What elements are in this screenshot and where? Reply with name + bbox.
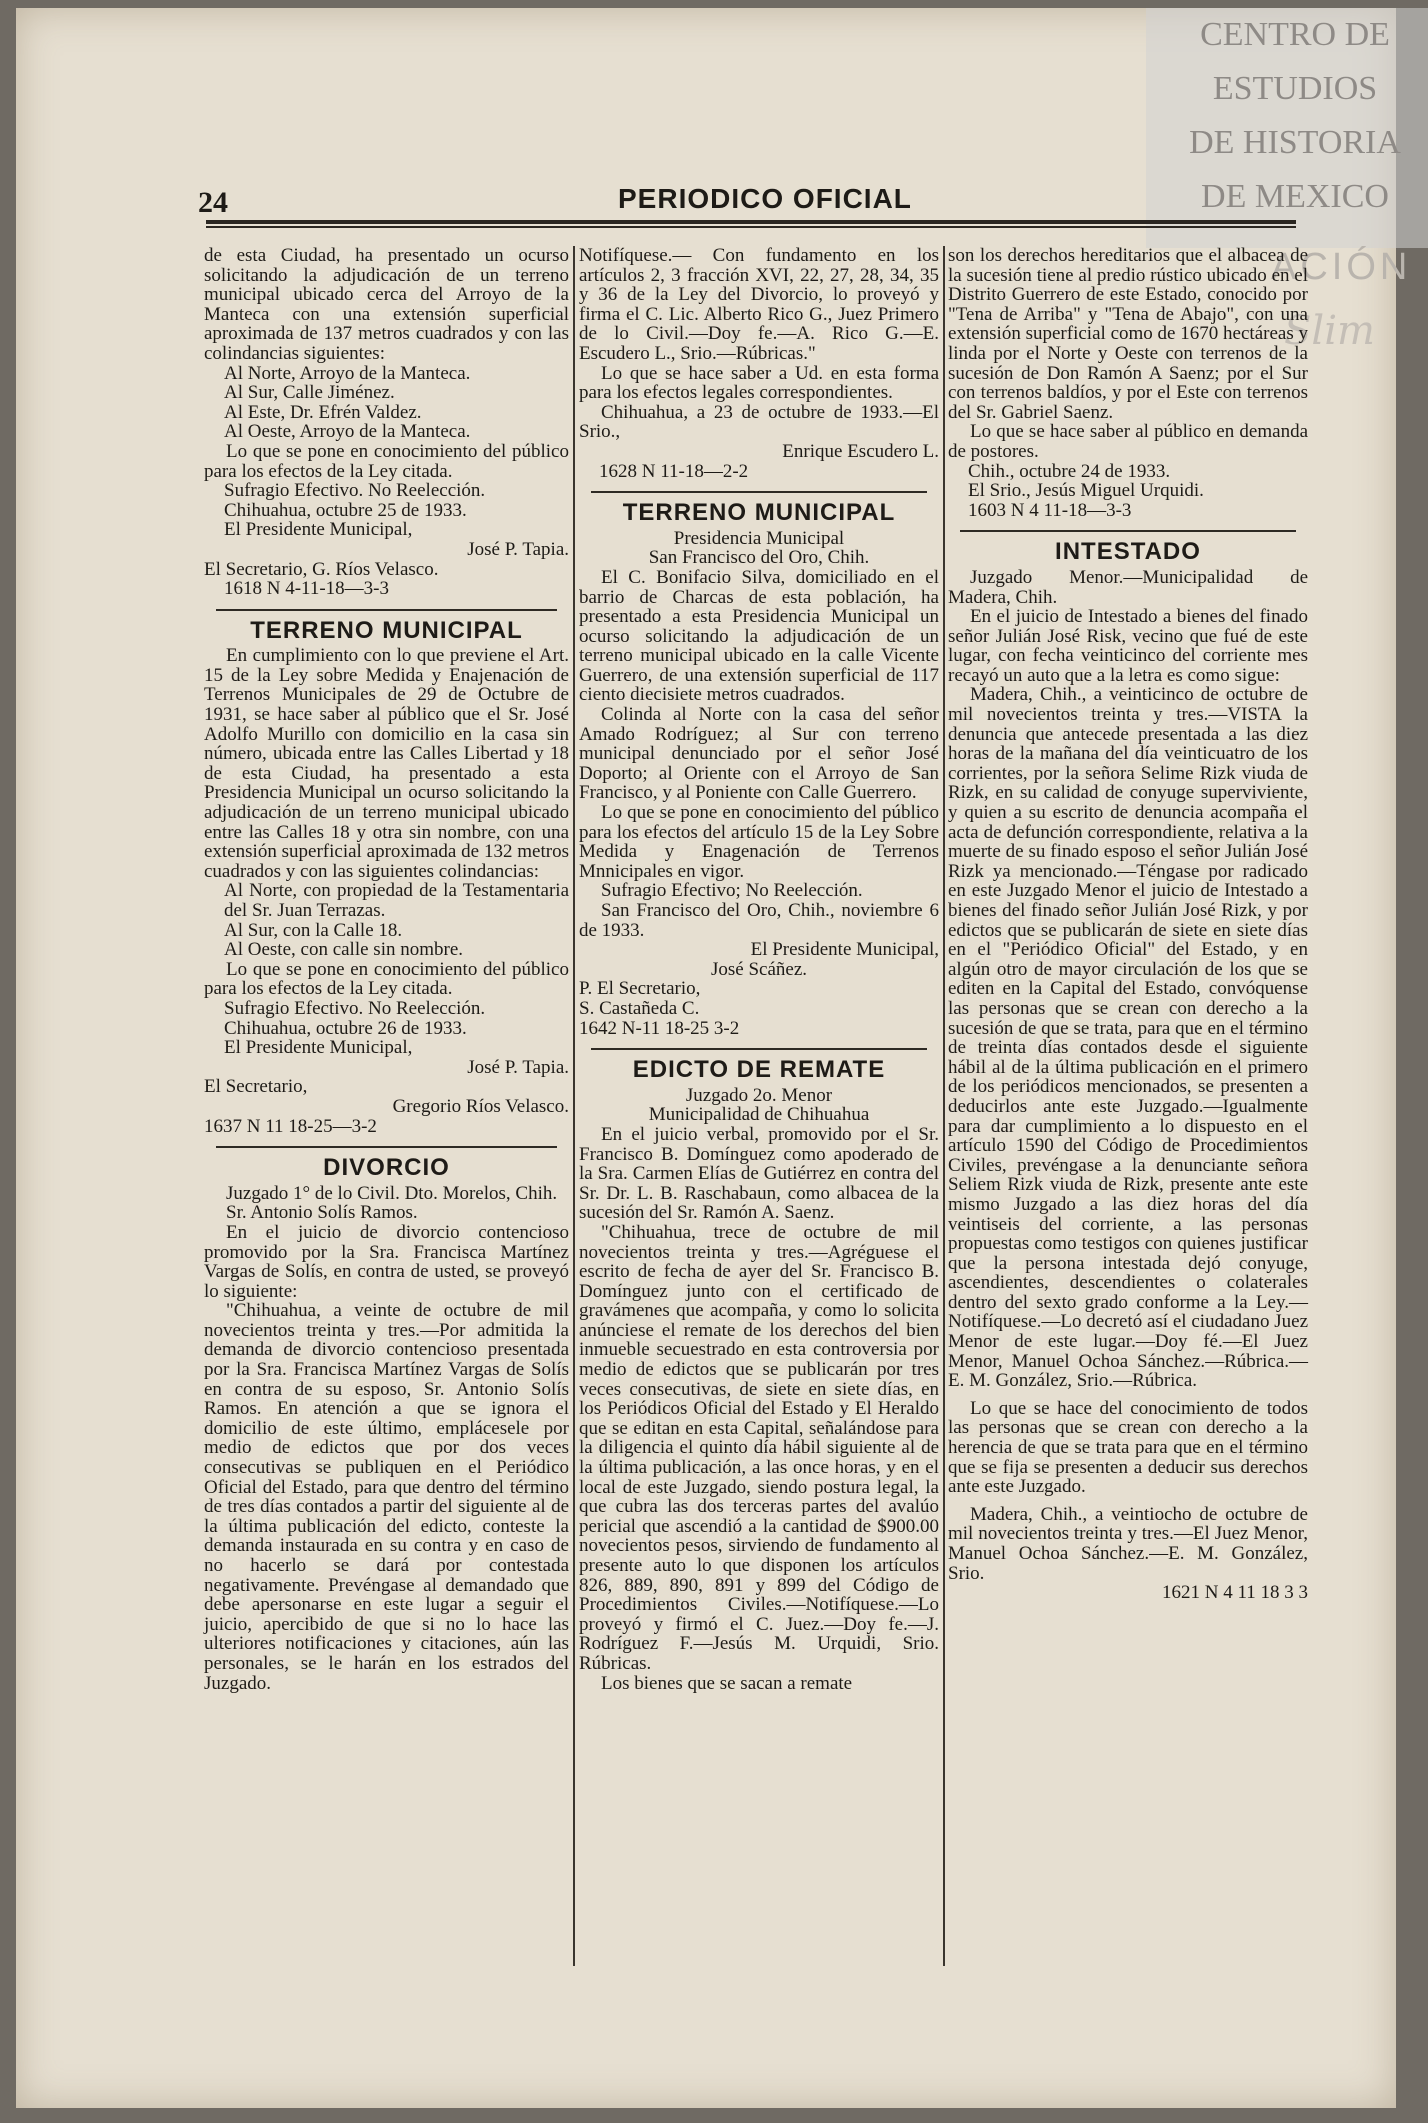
watermark-line: CENTRO DE: [1200, 16, 1390, 53]
notice-text: Al Este, Dr. Efrén Valdez.: [224, 401, 422, 423]
notice-text: Municipalidad de Chihuahua: [648, 1104, 870, 1126]
notice-text: San Francisco del Oro, Chih.: [648, 547, 870, 569]
section-title: TERRENO MUNICIPAL: [622, 499, 896, 527]
notice-text: Juzgado Menor.—Municipalidad de Madera, Chih.: [948, 566, 1308, 608]
notice-text: El Secretario, G. Ríos Velasco.: [204, 558, 439, 580]
notice-text: Sufragio Efectivo. No Reelección.: [224, 997, 486, 1019]
notice-text: El C. Bonifacio Silva, domiciliado en el barrio de Charcas de esta población, ha presentado a esta Presidencia Municipal un ocurso solicitando la adjudicación de un terreno municipal ubicado en la calle Vicente Guerrero, de una extensión superficial de 117 ciento diecisiete metros cuadrados.: [579, 566, 939, 706]
section-separator: [216, 609, 557, 611]
notice-code: 1618 N 4-11-18—3-3: [224, 578, 389, 600]
notice-text: "Chihuahua, trece de octubre de mil novecientos treinta y tres.—Agréguese el escrito de fecha de ayer del Sr. Francisco B. Domínguez junto con el certificado de gravámenes que acompaña, y como lo solicita anúnciese el remate de los derechos del bien inmueble secuestrado en esta controversia por medio de edictos que se publicarán por tres veces consecutivas, de siete en siete días, en los Periódicos Oficial del Estado y El Heraldo que se editan en esta Capital, señalándose para la diligencia el quinto día hábil siguiente al de la última publicación, a las once horas, y en el local de este Juzgado, siendo postura legal, la que cubra las dos terceras partes del avalúo pericial que ascendió a la cantidad de $900.00 novecientos pesos, sirviendo de fundamento al presente auto lo que disponen los artículos 826, 889, 890, 891 y 899 del Código de Procedimientos Civiles.—Notifíquese.—Lo proveyó y firmó el C. Juez.—Doy fe.—J. Rodríguez F.—Jesús M. Urquidi, Srio. Rúbricas.: [579, 1221, 939, 1674]
notice-text: Sufragio Efectivo. No Reelección.: [224, 480, 486, 502]
notice-text: son los derechos hereditarios que el albacea de la sucesión tiene al predio rústico ubicado en el Distrito Guerrero de este Estado, conocido por "Tena de Arriba" y "Tena de Abajo", con una extensión superficial como de 1670 hectáreas y linda por el Norte y Oeste con terrenos de la sucesión de Don Ramón A Saenz; por el Sur con terrenos baldíos, y por el Este con terrenos del Sr. Gabriel Saenz.: [948, 245, 1308, 423]
notice-text: En el juicio verbal, promovido por el Sr. Francisco B. Domínguez como apoderado de la Sra. Carmen Elías de Gutiérrez en contra del Sr. Dr. L. B. Raschabaun, como albacea de la sucesión del Sr. Ramón A. Saenz.: [579, 1123, 939, 1224]
notice-text: de esta Ciudad, ha presentado un ocurso solicitando la adjudicación de un terreno municipal ubicado cerca del Arroyo de la Manteca con una extensión superficial aproximada de 137 metros cuadrados y con las colindancias siguientes:: [204, 245, 569, 364]
notice-code: 1642 N-11 18-25 3-2: [579, 1017, 740, 1039]
header-rule: [206, 220, 1296, 224]
notice-code: 1621 N 4 11 18 3 3: [1161, 1582, 1308, 1604]
watermark-signature: Slim: [1284, 308, 1375, 354]
notice-text: Madera, Chih., a veinticinco de octubre de mil novecientos treinta y tres.—VISTA la denuncia que antecede presentada a las diez horas de la mañana del día veinticuatro de los corrientes, por la señora Selime Rizk viuda de Rizk, en su calidad de conyuge superviviente, y quien a su escrito de denuncia acompaña el acta de defunción correspondiente, relativa a la muerte de su finado esposo el señor Julián José Rizk ya mencionado.—Téngase por radicado en este Juzgado Menor el juicio de Intestado a bienes del finado señor Julián José Rizk, y por edictos que se publicarán de siete en siete días en el "Periódico Oficial" del Estado, y en algún otro de mayor circulación de los que se editen en la Capital del Estado, convóquense las personas que se crean con derecho a la sucesión de que se trata, para que en el término de treinta días contados desde el siguiente hábil al de la última publicación en el primero de los periódicos mencionados, se presenten a deducirlos ante este Juzgado.—Igualmente para dar cumplimiento a lo dispuesto en el artículo 1590 del Código de Procedimientos Civiles, prevéngase a la denunciante señora Seliem Rizk viuda de Rizk, presente ante este mismo Juzgado a las diez horas del día veintiseis del corriente, a las personas propuestas como testigos con quienes justificar que la persona intestada dejó conyuge, ascendientes, descendientes o colaterales dentro del sexto grado conforme a la Ley.—Notifíquese.—Lo decretó así el ciudadano Juez Menor de este lugar.—Doy fé.—El Juez Menor, Manuel Ochoa Sánchez.—Rúbrica.—E. M. González, Srio.—Rúbrica.: [948, 684, 1308, 1392]
notice-text: "Chihuahua, a veinte de octubre de mil novecientos treinta y tres.—Por admitida la demanda de divorcio contencioso presentada por la Sra. Francisca Martínez Vargas de Solís en contra de su esposo, Sr. Antonio Solís Ramos. En atención a que se ignora el domicilio de este último, emplácesele por medio de edictos que por dos veces consecutivas se publiquen en el Periódico Oficial del Estado, para que dentro del término de tres días contados a partir del siguiente al de la última publicación del edicto, conteste la demanda instaurada en su contra y en caso de no hacerlo se dará por contestada negativamente. Prevéngase al demandado que debe apersonarse en este lugar a seguir el juicio, apercibido de que si no lo hace las ulteriores notificaciones y citaciones, aún las personales, se le harán en los estrados del Juzgado.: [204, 1300, 569, 1694]
notice-text: Sr. Antonio Solís Ramos.: [226, 1202, 418, 1224]
notice-text: Al Norte, Arroyo de la Manteca.: [224, 362, 471, 384]
column-divider: [943, 246, 945, 1966]
page-number: 24: [198, 186, 228, 219]
notice-text: En el juicio de Intestado a bienes del finado señor Julián José Risk, vecino que fué de este lugar, con fecha veinticinco del corriente mes recayó un auto que a la letra es como sigue:: [948, 606, 1308, 686]
notice-code: 1628 N 11-18—2-2: [599, 460, 749, 482]
column-1: [204, 246, 569, 1693]
notice-text: Chihuahua, octubre 26 de 1933.: [224, 1017, 467, 1039]
watermark-extra: ACIÓN: [1271, 246, 1412, 288]
notice-text: El Presidente Municipal,: [224, 1037, 413, 1059]
watermark-line: DE HISTORIA: [1189, 124, 1401, 161]
notice-text: Chihuahua, octubre 25 de 1933.: [224, 499, 467, 521]
watermark-line: ESTUDIOS: [1212, 70, 1378, 107]
notice-text: Al Oeste, con calle sin nombre.: [224, 939, 464, 961]
signature-name: José P. Tapia.: [467, 1056, 569, 1078]
column-3: [948, 246, 1308, 1603]
signature-name: Enrique Escudero L.: [782, 440, 939, 462]
notice-text: El Secretario,: [204, 1076, 308, 1098]
signature-name: S. Castañeda C.: [579, 997, 700, 1019]
section-title: INTESTADO: [1055, 538, 1201, 566]
notice-text: Chihuahua, a 23 de octubre de 1933.—El Srio.,: [579, 401, 939, 443]
section-title: TERRENO MUNICIPAL: [250, 616, 523, 644]
notice-text: San Francisco del Oro, Chih., noviembre 6 de 1933.: [579, 900, 939, 941]
notice-text: Lo que se pone en conocimiento del público para los efectos de la Ley citada.: [204, 958, 569, 1000]
section-separator: [960, 530, 1296, 532]
notice-text: Lo que se hace del conocimiento de todos las personas que se crean con derecho a la herencia de que se trata para que en el término que se fija se presenten a deducir sus derechos ante este Juzgado.: [948, 1397, 1308, 1498]
section-separator: [216, 1146, 557, 1148]
notice-text: El Srio., Jesús Miguel Urquidi.: [968, 480, 1204, 502]
newspaper-title: PERIODICO OFICIAL: [618, 183, 912, 214]
notice-text: Lo que se hace saber a Ud. en esta forma para los efectos legales correspondientes.: [579, 362, 939, 404]
notice-text: Presidencia Municipal: [673, 527, 845, 549]
signature-name: José Scáñez.: [710, 958, 808, 980]
signature-name: José P. Tapia.: [467, 538, 569, 560]
notice-text: Chih., octubre 24 de 1933.: [968, 460, 1171, 482]
section-title: EDICTO DE REMATE: [632, 1056, 886, 1084]
notice-text: Madera, Chih., a veintiocho de octubre de mil novecientos treinta y tres.—El Juez Menor, Manuel Ochoa Sánchez.—E. M. González, Srio.: [948, 1503, 1308, 1584]
notice-text: En cumplimiento con lo que previene el Art. 15 de la Ley sobre Medida y Enajenación de Terrenos Municipales de 29 de Octubre de 1931, se hace saber al público que el Sr. José Adolfo Murillo con domicilio en la casa sin número, ubicada entre las Calles Libertad y 18 de esta Ciudad, ha presentado a esta Presidencia Municipal un ocurso solicitando la adjudicación de un terreno municipal ubicado entre las Calles 18 y otra sin nombre, con una extensión superficial aproximada de 132 metros cuadrados y con las siguientes colindancias:: [204, 645, 569, 882]
header-rule-thin: [206, 226, 1296, 228]
notice-text: Lo que se pone en conocimiento del público para los efectos de la Ley citada.: [204, 440, 569, 482]
notice-text: Lo que se hace saber al público en demanda de postores.: [948, 421, 1308, 462]
notice-text: Al Norte, con propiedad de la Testamentaria del Sr. Juan Terrazas.: [224, 880, 569, 921]
notice-text: Lo que se pone en conocimiento del público para los efectos del artículo 15 de la Ley Sobre Medida y Enagenación de Terrenos Mnnicipales en vigor.: [579, 802, 939, 882]
notice-code: 1603 N 4 11-18—3-3: [968, 499, 1132, 521]
section-separator: [591, 491, 927, 493]
notice-text: Juzgado 1° de lo Civil. Dto. Morelos, Chih.: [226, 1182, 558, 1204]
section-separator: [591, 1048, 927, 1050]
notice-text: P. El Secretario,: [579, 978, 701, 1000]
notice-code: 1637 N 11 18-25—3-2: [204, 1115, 377, 1137]
notice-text: Sufragio Efectivo; No Reelección.: [601, 880, 863, 902]
notice-text: Colinda al Norte con la casa del señor Amado Rodríguez; al Sur con terreno municipal denunciado por el señor José Doporto; al Oriente con el Arroyo de San Francisco, y al Poniente con Calle Guerrero.: [579, 704, 939, 804]
notice-text: Notifíquese.— Con fundamento en los artículos 2, 3 fracción XVI, 22, 27, 28, 34, 35 y 36 de la Ley del Divorcio, lo proveyó y firma el C. Lic. Alberto Rico G., Juez Primero de lo Civil.—Doy fe.—A. Rico G.—E. Escudero L., Srio.—Rúbricas.": [579, 245, 939, 364]
column-2: [579, 246, 939, 1693]
section-title: DIVORCIO: [323, 1154, 450, 1182]
column-divider: [573, 246, 575, 1966]
notice-text: El Presidente Municipal,: [224, 519, 413, 541]
notice-text: Al Sur, Calle Jiménez.: [224, 382, 395, 404]
watermark-line: DE MEXICO: [1201, 178, 1389, 215]
notice-text: Al Sur, con la Calle 18.: [224, 919, 403, 941]
signature-name: Gregorio Ríos Velasco.: [392, 1095, 569, 1117]
notice-text: En el juicio de divorcio contencioso promovido por la Sra. Francisca Martínez Vargas de Solís, en contra de usted, se proveyó lo siguiente:: [204, 1221, 569, 1302]
notice-text: Los bienes que se sacan a remate: [601, 1672, 853, 1694]
notice-text: Juzgado 2o. Menor: [685, 1084, 833, 1106]
newspaper-page: [16, 8, 1412, 2108]
notice-text: El Presidente Municipal,: [750, 939, 939, 961]
notice-text: Al Oeste, Arroyo de la Manteca.: [224, 421, 471, 443]
